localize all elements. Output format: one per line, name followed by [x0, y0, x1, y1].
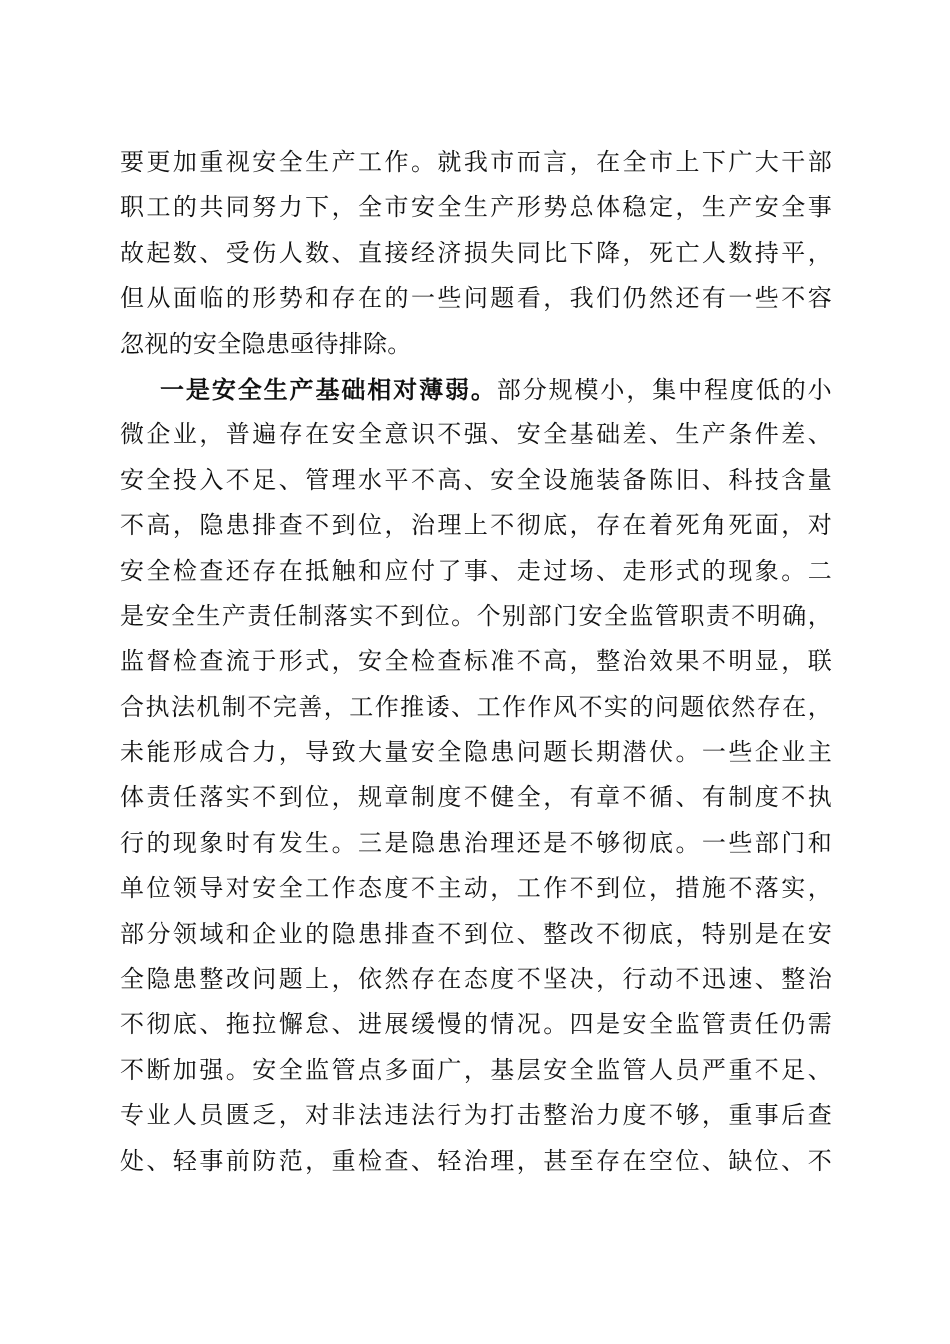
paragraph-2-first-line-rest: 部分规模小，集中程度低的小 — [496, 375, 832, 404]
paragraph-2-line-10: 体责任落实不到位，规章制度不健全，有章不循、有制度不执 — [120, 783, 832, 812]
paragraph-2-heading: 一是安全生产基础相对薄弱。 — [160, 374, 497, 404]
paragraph-2-line-16: 不断加强。安全监管点多面广，基层安全监管人员严重不足、 — [120, 1055, 832, 1084]
body-text — [120, 140, 832, 1184]
paragraph-2-line-6: 是安全生产责任制落实不到位。个别部门安全监管职责不明确， — [120, 601, 832, 630]
paragraph-2-line-12: 单位领导对安全工作态度不主动，工作不到位，措施不落实， — [120, 874, 832, 903]
paragraph-2-line-17: 专业人员匮乏，对非法违法行为打击整治力度不够，重事后查 — [120, 1101, 832, 1130]
paragraph-2-line-7: 监督检查流于形式，安全检查标准不高，整治效果不明显，联 — [120, 647, 832, 676]
paragraph-1-line-2: 职工的共同努力下，全市安全生产形势总体稳定，生产安全事 — [120, 193, 832, 222]
paragraph-2-line-14: 全隐患整改问题上，依然存在态度不坚决，行动不迅速、整治 — [120, 965, 832, 994]
paragraph-2-line-5: 安全检查还存在抵触和应付了事、走过场、走形式的现象。二 — [120, 556, 832, 585]
paragraph-2-line-2: 微企业，普遍存在安全意识不强、安全基础差、生产条件差、 — [120, 420, 832, 449]
paragraph-2-line-18: 处、轻事前防范，重检查、轻治理，甚至存在空位、缺位、不 — [120, 1146, 832, 1175]
paragraph-2-line-13: 部分领域和企业的隐患排查不到位、整改不彻底，特别是在安 — [120, 919, 832, 948]
paragraph-2-line-1 — [120, 367, 832, 412]
paragraph-1-line-3: 故起数、受伤人数、直接经济损失同比下降，死亡人数持平， — [120, 238, 832, 267]
paragraph-2-line-9: 未能形成合力，导致大量安全隐患问题长期潜伏。一些企业主 — [120, 738, 832, 767]
paragraph-2-line-15: 不彻底、拖拉懈怠、进展缓慢的情况。四是安全监管责任仍需 — [120, 1010, 832, 1039]
paragraph-2-line-3: 安全投入不足、管理水平不高、安全设施装备陈旧、科技含量 — [120, 465, 832, 494]
paragraph-2-line-8: 合执法机制不完善，工作推诿、工作作风不实的问题依然存在， — [120, 692, 832, 721]
paragraph-1-line-4: 但从面临的形势和存在的一些问题看，我们仍然还有一些不容 — [120, 284, 832, 313]
paragraph-1-line-1: 要更加重视安全生产工作。就我市而言，在全市上下广大干部 — [120, 148, 832, 176]
paragraph-1-line-5: 忽视的安全隐患亟待排除。 — [120, 329, 412, 358]
paragraph-2-line-11: 行的现象时有发生。三是隐患治理还是不够彻底。一些部门和 — [120, 828, 832, 857]
paragraph-2-line-4: 不高，隐患排查不到位，治理上不彻底，存在着死角死面，对 — [120, 511, 832, 540]
